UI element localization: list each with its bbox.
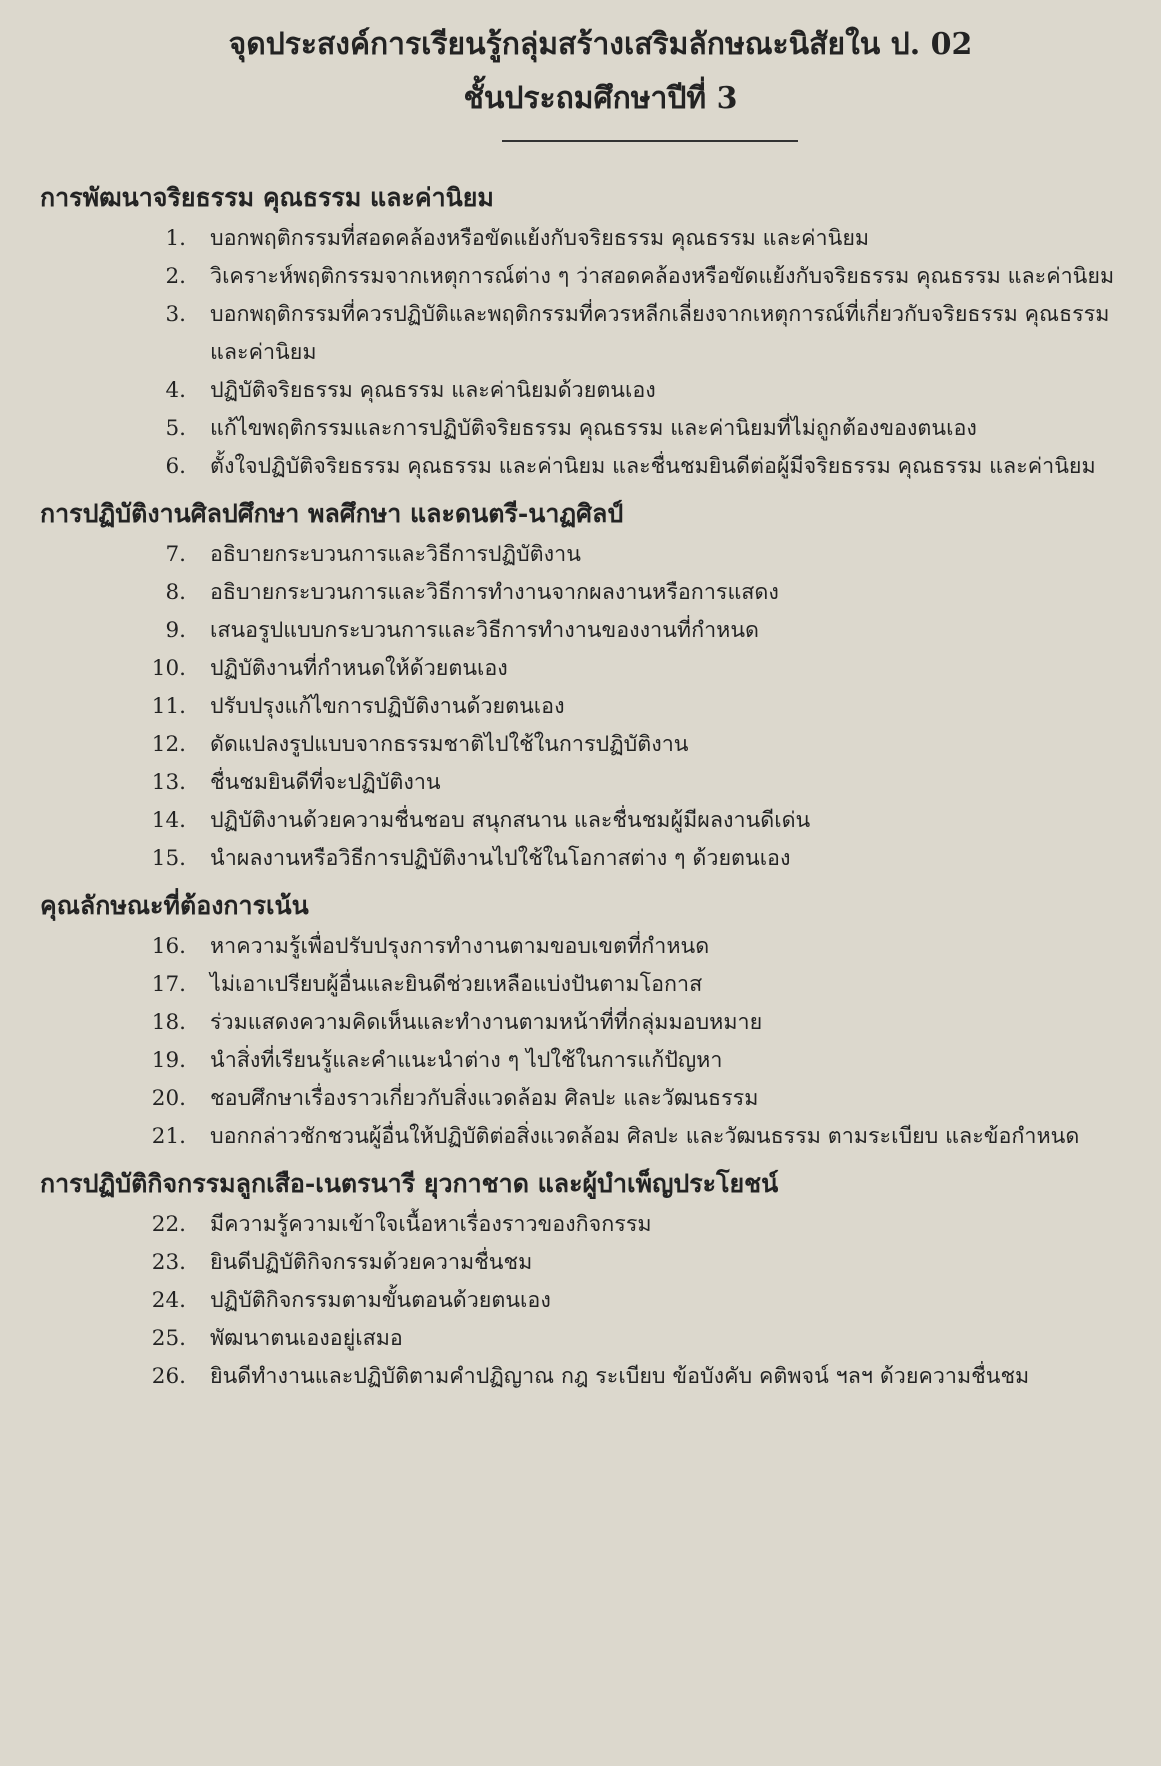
item-text: อธิบายกระบวนการและวิธีการทำงานจากผลงานหรือการแสดง <box>210 580 779 605</box>
item-text: ร่วมแสดงความคิดเห็นและทำงานตามหน้าที่ที่กลุ่มมอบหมาย <box>210 1010 763 1035</box>
item-number: 5. <box>165 416 186 441</box>
list-item <box>40 928 1131 966</box>
item-number: 9. <box>165 618 186 643</box>
item-text: ปฏิบัติงานด้วยความชื่นชอบ สนุกสนาน และชื่นชมผู้มีผลงานดีเด่น <box>210 808 811 833</box>
list-item <box>40 1244 1131 1282</box>
list-item <box>40 574 1131 612</box>
list-item <box>40 1206 1131 1244</box>
item-number: 7. <box>165 542 186 567</box>
item-number: 24. <box>151 1288 186 1313</box>
item-text: พัฒนาตนเองอยู่เสมอ <box>210 1326 403 1351</box>
item-number: 16. <box>151 934 186 959</box>
item-text: ปฏิบัติกิจกรรมตามขั้นตอนด้วยตนเอง <box>210 1288 551 1313</box>
list-item <box>40 410 1131 448</box>
sections-container <box>40 176 1131 1396</box>
list-item <box>40 1118 1131 1156</box>
item-text: เสนอรูปแบบกระบวนการและวิธีการทำงานของงานที่กำหนด <box>210 618 759 643</box>
list-item <box>40 448 1131 486</box>
item-number: 23. <box>151 1250 186 1275</box>
item-number: 17. <box>151 972 186 997</box>
item-number: 21. <box>151 1124 186 1149</box>
item-text: มีความรู้ความเข้าใจเนื้อหาเรื่องราวของกิจกรรม <box>210 1212 652 1237</box>
item-number: 8. <box>165 580 186 605</box>
list-item <box>40 764 1131 802</box>
list-item <box>40 650 1131 688</box>
page-title <box>40 18 1131 126</box>
item-number: 12. <box>151 732 186 757</box>
list-item <box>40 1320 1131 1358</box>
item-text: บอกกล่าวชักชวนผู้อื่นให้ปฏิบัติต่อสิ่งแวดล้อม ศิลปะ และวัฒนธรรม ตามระเบียบ และข้อกำหนด <box>210 1124 1080 1149</box>
item-number: 20. <box>151 1086 186 1111</box>
item-number: 15. <box>151 846 186 871</box>
list-item <box>40 966 1131 1004</box>
item-number: 4. <box>165 378 186 403</box>
item-number: 18. <box>151 1010 186 1035</box>
item-text: ไม่เอาเปรียบผู้อื่นและยินดีช่วยเหลือแบ่งปันตามโอกาส <box>210 972 703 997</box>
list-item <box>40 220 1131 258</box>
list-item <box>40 1358 1131 1396</box>
section <box>40 884 1131 1156</box>
list-item <box>40 726 1131 764</box>
section-heading: การปฏิบัติกิจกรรมลูกเสือ-เนตรนารี ยุวกาชาด และผู้บำเพ็ญประโยชน์ <box>40 1169 779 1198</box>
item-text: วิเคราะห์พฤติกรรมจากเหตุการณ์ต่าง ๆ ว่าสอดคล้องหรือขัดแย้งกับจริยธรรม คุณธรรม และค่านิยม <box>210 264 1115 289</box>
item-text: ชื่นชมยินดีที่จะปฏิบัติงาน <box>210 770 441 795</box>
section <box>40 492 1131 878</box>
item-text: นำผลงานหรือวิธีการปฏิบัติงานไปใช้ในโอกาสต่าง ๆ ด้วยตนเอง <box>210 846 791 871</box>
item-text: แก้ไขพฤติกรรมและการปฏิบัติจริยธรรม คุณธรรม และค่านิยมที่ไม่ถูกต้องของตนเอง <box>210 416 977 441</box>
section <box>40 176 1131 486</box>
title-line-2: ชั้นประถมศึกษาปีที่ 3 <box>463 81 738 116</box>
list-item <box>40 296 1131 372</box>
item-text: อธิบายกระบวนการและวิธีการปฏิบัติงาน <box>210 542 581 567</box>
list-item <box>40 1080 1131 1118</box>
list-item <box>40 1282 1131 1320</box>
item-number: 3. <box>165 302 186 327</box>
list-item <box>40 258 1131 296</box>
item-number: 26. <box>151 1364 186 1389</box>
item-number: 1. <box>165 226 186 251</box>
list-item <box>40 612 1131 650</box>
list-item <box>40 688 1131 726</box>
section-heading: การปฏิบัติงานศิลปศึกษา พลศึกษา และดนตรี-นาฏศิลป์ <box>40 499 624 528</box>
item-number: 14. <box>151 808 186 833</box>
item-number: 10. <box>151 656 186 681</box>
item-text: ตั้งใจปฏิบัติจริยธรรม คุณธรรม และค่านิยม และชื่นชมยินดีต่อผู้มีจริยธรรม คุณธรรม และค่านิยม <box>210 454 1096 479</box>
objective-list <box>40 928 1131 1156</box>
list-item <box>40 840 1131 878</box>
item-number: 2. <box>165 264 186 289</box>
section <box>40 1162 1131 1396</box>
title-line-1: จุดประสงค์การเรียนรู้กลุ่มสร้างเสริมลักษณะนิสัยใน ป. 02 <box>228 27 973 62</box>
item-text: ปฏิบัติจริยธรรม คุณธรรม และค่านิยมด้วยตนเอง <box>210 378 656 403</box>
item-text: ยินดีทำงานและปฏิบัติตามคำปฏิญาณ กฎ ระเบียบ ข้อบังคับ คติพจน์ ฯลฯ ด้วยความชื่นชม <box>210 1364 1030 1389</box>
title-underline <box>502 140 798 142</box>
item-text: ปฏิบัติงานที่กำหนดให้ด้วยตนเอง <box>210 656 508 681</box>
list-item <box>40 802 1131 840</box>
objective-list <box>40 1206 1131 1396</box>
list-item <box>40 1004 1131 1042</box>
objective-list <box>40 220 1131 486</box>
list-item <box>40 1042 1131 1080</box>
item-text: ชอบศึกษาเรื่องราวเกี่ยวกับสิ่งแวดล้อม ศิลปะ และวัฒนธรรม <box>210 1086 759 1111</box>
list-item <box>40 372 1131 410</box>
item-number: 11. <box>151 694 186 719</box>
item-text: ดัดแปลงรูปแบบจากธรรมชาติไปใช้ในการปฏิบัติงาน <box>210 732 689 757</box>
item-number: 13. <box>151 770 186 795</box>
item-text: นำสิ่งที่เรียนรู้และคำแนะนำต่าง ๆ ไปใช้ในการแก้ปัญหา <box>210 1048 723 1073</box>
item-number: 22. <box>151 1212 186 1237</box>
item-number: 25. <box>151 1326 186 1351</box>
objective-list <box>40 536 1131 878</box>
item-number: 6. <box>165 454 186 479</box>
list-item <box>40 536 1131 574</box>
section-heading: คุณลักษณะที่ต้องการเน้น <box>40 891 309 920</box>
item-text: บอกพฤติกรรมที่สอดคล้องหรือขัดแย้งกับจริยธรรม คุณธรรม และค่านิยม <box>210 226 870 251</box>
item-text: หาความรู้เพื่อปรับปรุงการทำงานตามขอบเขตที่กำหนด <box>210 934 710 959</box>
item-number: 19. <box>151 1048 186 1073</box>
item-text: ยินดีปฏิบัติกิจกรรมด้วยความชื่นชม <box>210 1250 533 1275</box>
item-text: ปรับปรุงแก้ไขการปฏิบัติงานด้วยตนเอง <box>210 694 565 719</box>
section-heading: การพัฒนาจริยธรรม คุณธรรม และค่านิยม <box>40 183 494 212</box>
item-text: บอกพฤติกรรมที่ควรปฏิบัติและพฤติกรรมที่ควรหลีกเลี่ยงจากเหตุการณ์ที่เกี่ยวกับจริยธรรม คุณธรรม และค่านิยม <box>210 302 1110 365</box>
